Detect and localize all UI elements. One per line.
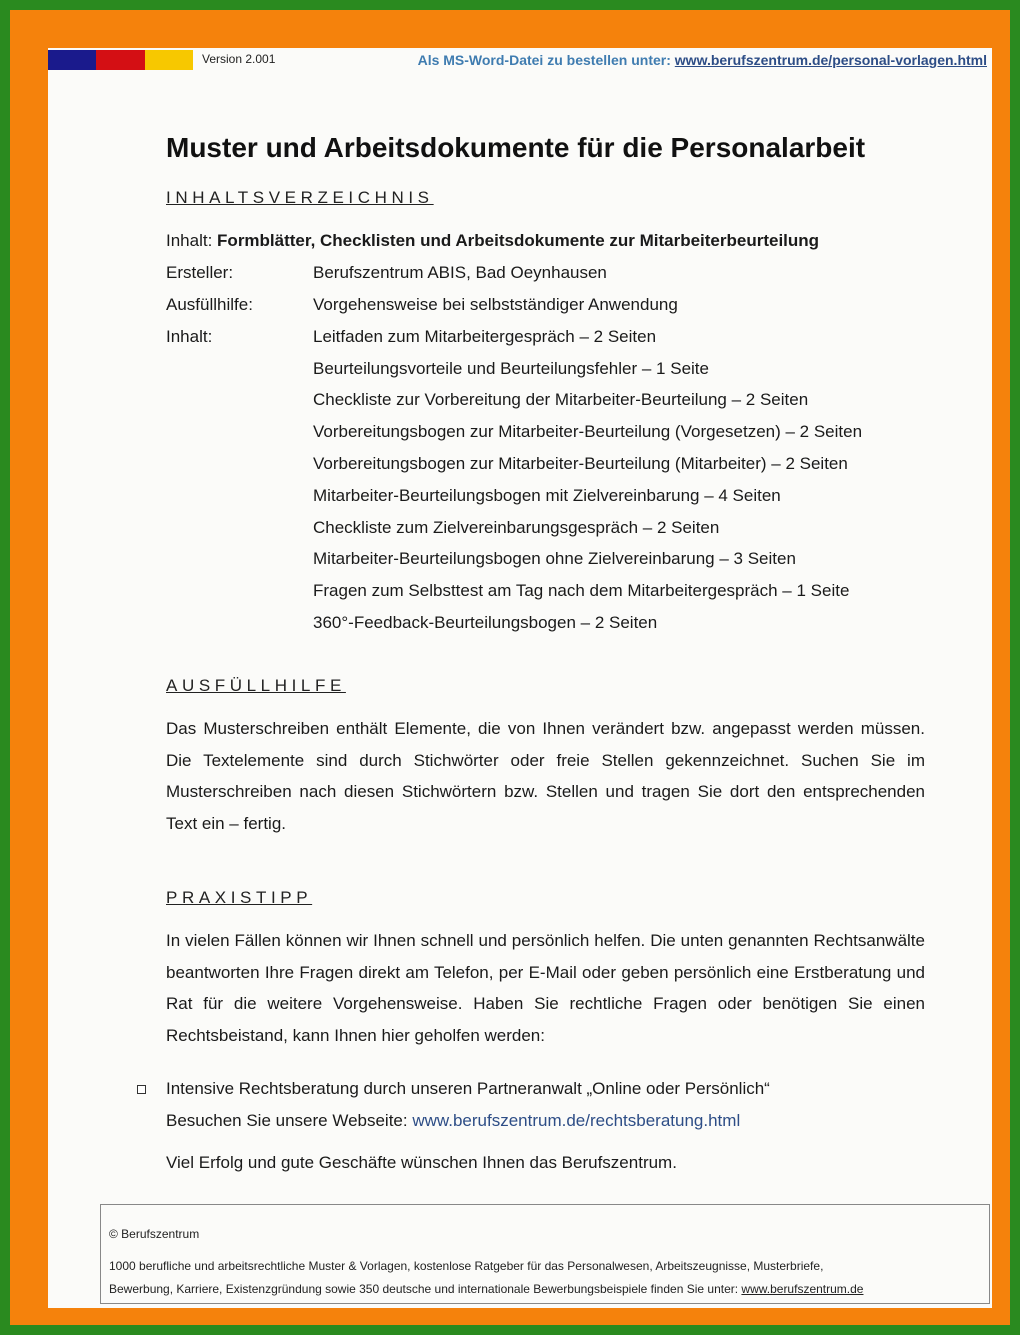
footer-copyright: © Berufszentrum xyxy=(109,1227,200,1241)
toc-row-label: Ersteller: xyxy=(166,263,234,282)
footer-line-prefix: Bewerbung, Karriere, Existenzgründung sowie 350 deutsche und internationale Bewerbungsbeispiele finden Sie unter: xyxy=(109,1282,742,1296)
footer-line: 1000 berufliche und arbeitsrechtliche Muster & Vorlagen, kostenlose Ratgeber für das Personalwesen, Arbeitszeugnisse, Musterbriefe, xyxy=(109,1259,824,1273)
flag-logo xyxy=(48,50,193,70)
toc-intro-text: Formblätter, Checklisten und Arbeitsdokumente zur Mitarbeiterbeurteilung xyxy=(217,231,820,250)
closing-line: Viel Erfolg und gute Geschäfte wünschen Ihnen das Berufszentrum. xyxy=(166,1153,677,1172)
toc-item: Checkliste zur Vorbereitung der Mitarbeiter-Beurteilung – 2 Seiten xyxy=(313,390,809,409)
toc-intro-label: Inhalt: xyxy=(166,231,218,250)
flag-stripe-red xyxy=(96,50,144,70)
praxistipp-text: In vielen Fällen können wir Ihnen schnell und persönlich helfen. Die unten genannten Rechtsanwälte beantworten Ihre Fragen direkt am Telefon, per E-Mail oder geben persönlich eine Erstberatung und Rat für die weitere Vorgehensweise. Haben Sie rechtliche Fragen oder benötigen Sie einen Rechtsbeistand, kann Ihnen hier geholfen werden: xyxy=(166,931,925,1046)
toc-item: Mitarbeiter-Beurteilungsbogen ohne Zielvereinbarung – 3 Seiten xyxy=(313,549,796,568)
toc-item: Vorbereitungsbogen zur Mitarbeiter-Beurteilung (Mitarbeiter) – 2 Seiten xyxy=(313,454,848,473)
toc-row-value: Berufszentrum ABIS, Bad Oeynhausen xyxy=(313,263,607,282)
ausfuellhilfe-heading: AUSFÜLLHILFE xyxy=(166,676,346,695)
flag-stripe-yellow xyxy=(145,50,193,70)
order-text: Als MS-Word-Datei zu bestellen unter: xyxy=(417,52,675,68)
toc-item: Checkliste zum Zielvereinbarungsgespräch – 2 Seiten xyxy=(313,518,720,537)
toc-heading: INHALTSVERZEICHNIS xyxy=(166,188,434,207)
order-link[interactable]: www.berufszentrum.de/personal-vorlagen.html xyxy=(674,52,987,68)
bullet-website-prefix: Besuchen Sie unsere Webseite: xyxy=(166,1111,413,1130)
footer-box xyxy=(100,1204,990,1304)
page-title: Muster und Arbeitsdokumente für die Personalarbeit xyxy=(166,132,866,163)
toc-item: 360°-Feedback-Beurteilungsbogen – 2 Seiten xyxy=(313,613,658,632)
version-label: Version 2.001 xyxy=(202,52,276,66)
footer-line xyxy=(109,1282,863,1296)
bullet-line: Intensive Rechtsberatung durch unseren Partneranwalt „Online oder Persönlich“ xyxy=(166,1079,770,1098)
toc-item: Fragen zum Selbsttest am Tag nach dem Mitarbeitergespräch – 1 Seite xyxy=(313,581,850,600)
document-page xyxy=(48,48,992,1308)
toc-row-value: Vorgehensweise bei selbstständiger Anwendung xyxy=(313,295,678,314)
footer-link[interactable]: www.berufszentrum.de xyxy=(741,1282,864,1296)
ausfuellhilfe-text: Das Musterschreiben enthält Elemente, die von Ihnen verändert bzw. angepasst werden müssen. Die Textelemente sind durch Stichwörter oder freie Stellen gekennzeichnet. Suchen Sie im Musterschreiben nach diesen Stichwörtern bzw. Stellen und tragen Sie dort den entsprechenden Text ein – fertig. xyxy=(166,719,925,834)
toc-item: Mitarbeiter-Beurteilungsbogen mit Zielvereinbarung – 4 Seiten xyxy=(313,486,781,505)
praxistipp-heading: PRAXISTIPP xyxy=(166,888,313,907)
toc-row-value: Leitfaden zum Mitarbeitergespräch – 2 Seiten xyxy=(313,327,657,346)
flag-stripe-blue xyxy=(48,50,96,70)
toc-row-label: Ausfüllhilfe: xyxy=(166,295,253,314)
bullet-website xyxy=(166,1111,740,1131)
toc-item: Vorbereitungsbogen zur Mitarbeiter-Beurteilung (Vorgesetzen) – 2 Seiten xyxy=(313,422,863,441)
toc-row-label: Inhalt: xyxy=(166,327,213,346)
toc-item: Beurteilungsvorteile und Beurteilungsfehler – 1 Seite xyxy=(313,359,709,378)
order-note xyxy=(418,52,987,68)
rechtsberatung-link[interactable]: www.berufszentrum.de/rechtsberatung.html xyxy=(412,1111,741,1130)
orange-frame xyxy=(10,10,1010,1325)
checkbox-bullet-icon xyxy=(137,1085,146,1094)
toc-intro xyxy=(166,231,819,251)
